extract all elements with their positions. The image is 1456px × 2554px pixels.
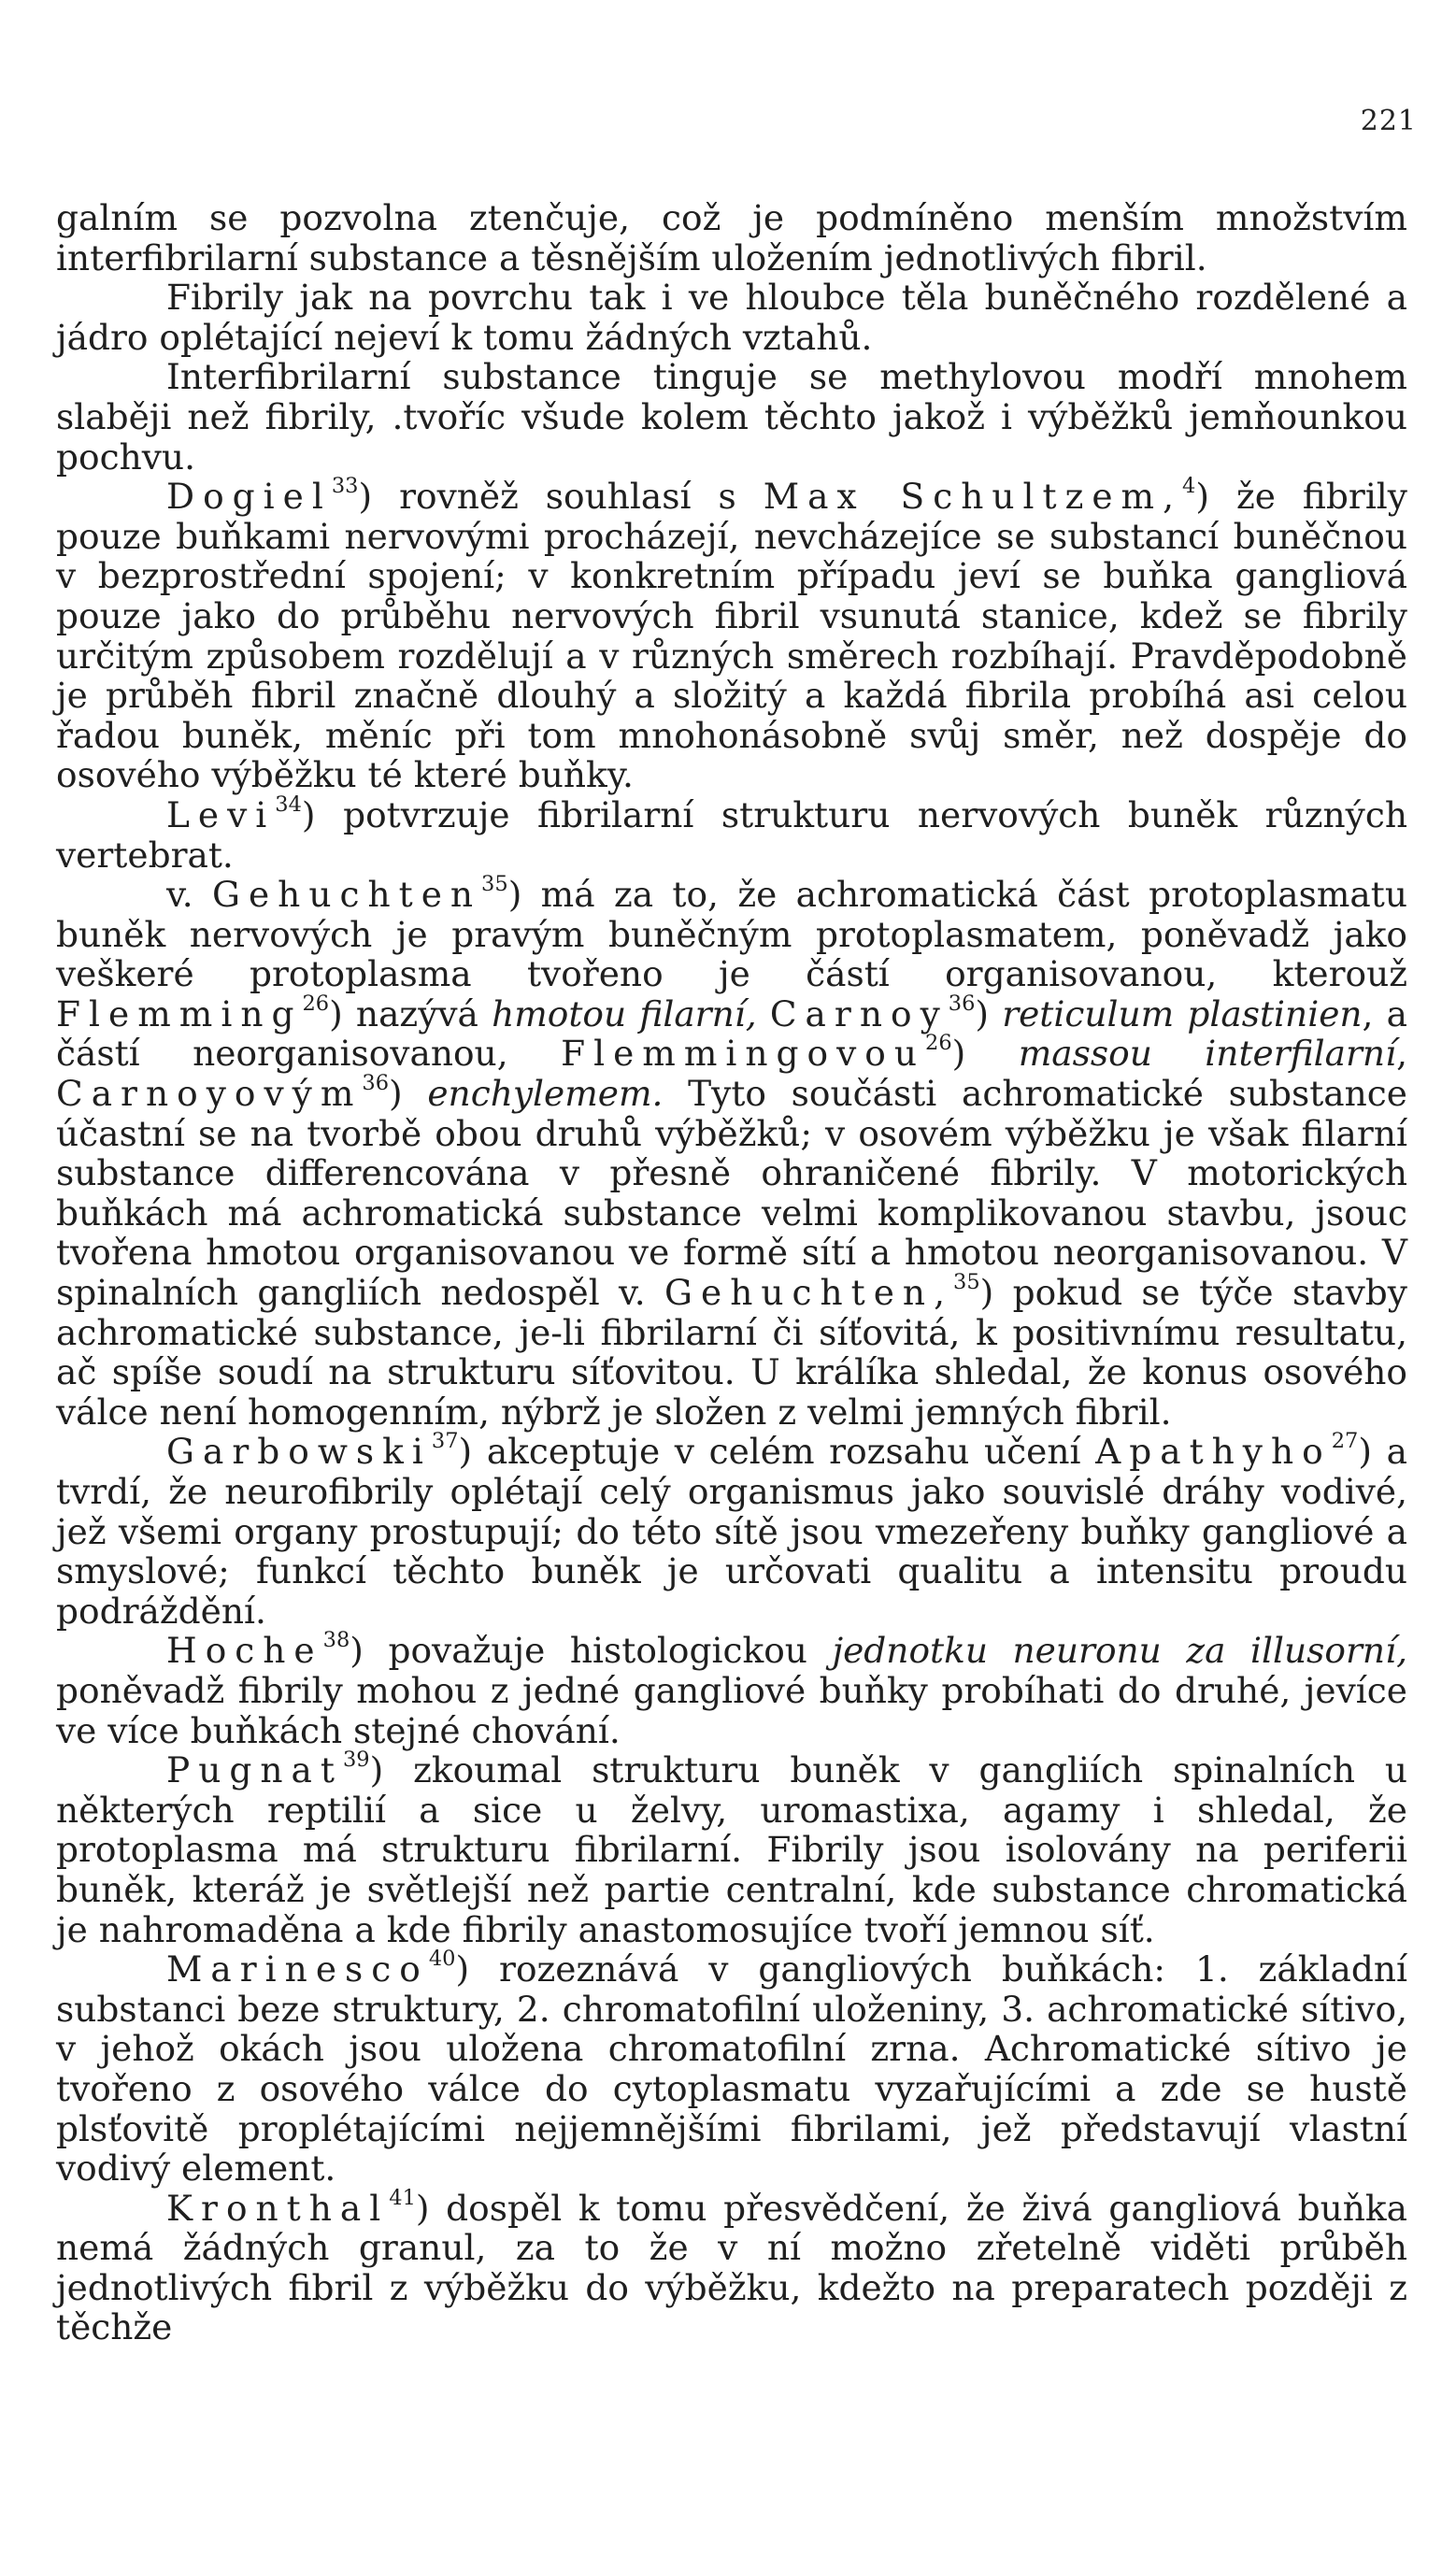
author-name: Hoche <box>166 1630 323 1672</box>
reference-number: 26 <box>302 992 330 1016</box>
author-name: Apathyho <box>1095 1431 1332 1473</box>
text-run: galním se pozvolna ztenčuje, což je podmíněno menším množstvím interfibrilarní substance a těsnějším uložením jednotlivých fibril. <box>56 197 1407 278</box>
text-run: v. <box>166 874 213 916</box>
italic-term: reticulum plastinien <box>1002 992 1363 1034</box>
text-run: , a částí neorganisovanou, <box>56 992 1407 1075</box>
paragraph: Kronthal$^{41}$) dospěl k tomu přesvědčení, že živá gangliová buňka nemá žádných granul, za to že v ní možno zřetelně viděti průběh jednotlivých fibril z výběžku do výběžku, kdežto na preparatech později z těchže <box>56 2185 1407 2348</box>
reference-number: 37 <box>431 1429 459 1454</box>
author-name: Max Schultzem, <box>763 476 1183 518</box>
reference-number: 33 <box>331 474 359 499</box>
text-run: zkoumal strukturu buněk v gangliích spinalních u některých reptilií a sice u želvy, uromastixa, agamy i shledal, že protoplasma má strukturu fibrilarní. Fibrily jsou isolovány na periferii buněk, kteráž je světlejší než partie centralní, kde substance chromatická je nahromaděna a kde fibrily anastomosujíce tvoří jemnou síť. <box>56 1749 1407 1950</box>
paragraph: Marinesco$^{40}$) rozeznává v gangliových buňkách: 1. základní substanci beze struktury, 2. chromatofilní uloženiny, 3. achromatické sítivo, v jehož okách jsou uložena chromatofilní zrna. Achromatické sítivo je tvořeno z osového válce do cytoplasmatu vyzařujícími a zde se hustě plsťovitě proplétajícími nejjemnějšími fibrilami, jež představují vlastní vodivý element. <box>56 1947 1407 2190</box>
paragraph: Dogiel$^{33}$) rovněž souhlasí s Max Schultzem,$^4$) že fibrily pouze buňkami nervovými procházejí, nevcházejíce se substancí buněčnou v bezprostřední spojení; v konkretním případu jeví se buňka gangliová pouze jako do průběhu nervových fibril vsunutá stanice, kdež se fibrily určitým způsobem rozdělují a v různých směrech rozbíhají. Pravděpodobně je průběh fibril značně dlouhý a složitý a každá fibrila probíhá asi celou řadou buněk, měníc při tom mnohonásobně svůj směr, než dospěje do osového výběžku té které buňky. <box>56 474 1407 796</box>
reference-number: 26 <box>925 1031 952 1056</box>
italic-term: enchylemem. <box>427 1073 664 1115</box>
reference-number: 35 <box>481 872 508 897</box>
text-run: Interfibrilarní substance tinguje se methylovou modří mnohem slaběji než fibrily, .tvoříc všude kolem těchto jakož i výběžků jemňounkou pochvu. <box>56 356 1407 478</box>
paragraph: Pugnat$^{39}$) zkoumal strukturu buněk v gangliích spinalních u některých reptilií a sice u želvy, uromastixa, agamy i shledal, že protoplasma má strukturu fibrilarní. Fibrily jsou isolovány na periferii buněk, kteráž je světlejší než partie centralní, kde substance chromatická je nahromaděna a kde fibrily anastomosujíce tvoří jemnou síť. <box>56 1748 1407 1950</box>
author-name: Kronthal <box>166 2187 390 2229</box>
reference-number: 4 <box>1182 474 1196 499</box>
text-run: potvrzuje fibrilarní strukturu nervových buněk různých vertebrat. <box>56 793 1407 876</box>
text-run: , <box>1396 1033 1407 1075</box>
text-run: poněvadž fibrily mohou z jedné gangliové buňky probíhati do druhé, jevíce ve více buňkách stejné chování. <box>56 1669 1407 1751</box>
author-name: Flemming <box>56 992 303 1034</box>
author-name: Gehuchten <box>212 874 482 916</box>
reference-number: 34 <box>275 792 302 818</box>
reference-number: 27 <box>1331 1429 1359 1454</box>
page-number: 221 <box>1360 105 1417 137</box>
reference-number: 38 <box>322 1628 350 1653</box>
italic-term: massou interfilarní <box>1018 1033 1397 1075</box>
author-name: Gehuchten, <box>664 1272 953 1314</box>
reference-number: 36 <box>948 992 976 1016</box>
paragraph: Garbowski$^{37}$) akceptuje v celém rozsahu učení Apathyho$^{27}$) a tvrdí, že neurofibrily oplétají celý organismus jako souvislé dráhy vodivé, jež všemi organy prostupují; do této sítě jsou vmezeřeny buňky gangliové a smyslové; funkcí těchto buněk je určovati qualitu a intensitu proudu podráždění. <box>56 1429 1407 1632</box>
text-run <box>757 993 770 1034</box>
paragraph <box>56 198 1407 278</box>
text-run: akceptuje v celém rozsahu učení <box>486 1431 1096 1473</box>
text-run: Tyto součásti achromatické substance účastní se na tvorbě obou druhů výběžků; v osovém výběžku je však filarní substance differencována v přesně ohraničené fibrily. V motorických buňkách má achromatická substance velmi komplikovanou stavbu, jsouc tvořena hmotou organisovanou ve formě sítí a hmotou neorganisovanou. V spinalních gangliích nedospěl v. <box>56 1073 1407 1314</box>
text-run: rovněž souhlasí s <box>399 476 764 518</box>
author-name: Garbowski <box>166 1431 432 1473</box>
italic-term: hmotou filarní, <box>492 992 757 1034</box>
text-run: považuje histologickou <box>388 1630 833 1672</box>
author-name: Carnoy <box>769 992 949 1034</box>
paragraph: Levi$^{34}$) potvrzuje fibrilarní strukturu nervových buněk různých vertebrat. <box>56 792 1407 876</box>
body-text <box>56 198 1407 2347</box>
text-run: že fibrily pouze buňkami nervovými procházejí, nevcházejíce se substancí buněčnou v bezprostřední spojení; v konkretním případu jeví se buňka gangliová pouze jako do průběhu nervových fibril vsunutá stanice, kdež se fibrily určitým způsobem rozdělují a v různých směrech rozbíhají. Pravděpodobně je průběh fibril značně dlouhý a složitý a každá fibrila probíhá asi celou řadou buněk, měníc při tom mnohonásobně svůj směr, než dospěje do osového výběžku té které buňky. <box>56 476 1407 796</box>
author-name: Levi <box>166 793 276 835</box>
text-run: a tvrdí, že neurofibrily oplétají celý organismus jako souvislé dráhy vodivé, jež všemi organy prostupují; do této sítě jsou vmezeřeny buňky gangliové a smyslové; funkcí těchto buněk je určovati qualitu a intensitu proudu podráždění. <box>56 1431 1407 1632</box>
text-run: dospěl k tomu přesvědčení, že živá gangliová buňka nemá žádných granul, za to že v ní možno zřetelně viděti průběh jednotlivých fibril z výběžku do výběžku, kdežto na preparatech později z těchže <box>56 2187 1407 2348</box>
author-name: Marinesco <box>166 1948 429 1990</box>
paragraph: Hoche$^{38}$) považuje histologickou jednotku neuronu za illusorní, poněvadž fibrily mohou z jedné gangliové buňky probíhati do druhé, jevíce ve více buňkách stejné chování. <box>56 1628 1407 1751</box>
author-name: Carnoyovým <box>56 1073 363 1115</box>
reference-number: 35 <box>953 1270 980 1295</box>
italic-term: jednotku neuronu za illusorní, <box>832 1630 1407 1672</box>
author-name: Flemmingovou <box>561 1033 926 1075</box>
reference-number: 39 <box>342 1748 370 1773</box>
text-run: rozeznává v gangliových buňkách: 1. základní substanci beze struktury, 2. chromatofilní uloženiny, 3. achromatické sítivo, v jehož okách jsou uložena chromatofilní zrna. Achromatické sítivo je tvořeno z osového válce do cytoplasmatu vyzařujícími a zde se hustě plsťovitě proplétajícími nejjemnějšími fibrilami, jež představují vlastní vodivý element. <box>56 1948 1407 2190</box>
paragraph <box>56 278 1407 357</box>
paragraph: v. Gehuchten$^{35}$) má za to, že achromatická část protoplasmatu buněk nervových je pravým buněčným protoplasmatem, poněvadž jako veškeré protoplasma tvořeno je částí organisovanou, kterouž Flemming$^{26}$) nazývá hmotou filarní, Carnoy$^{36}$) reticulum plastinien, a částí neorganisovanou, Flemmingovou$^{26}$) massou interfilarní, Carnoyovým$^{36}$) enchylemem. Tyto součásti achromatické substance účastní se na tvorbě obou druhů výběžků; v osovém výběžku je však filarní substance differencována v přesně ohraničené fibrily. V motorických buňkách má achromatická substance velmi komplikovanou stavbu, jsouc tvořena hmotou organisovanou ve formě sítí a hmotou neorganisovanou. V spinalních gangliích nedospěl v. Gehuchten,$^{35}$) pokud se týče stavby achromatické substance, je-li fibrilarní či síťovitá, k positivnímu resultatu, ač spíše soudí na strukturu síťovitou. U králíka shledal, že konus osového válce není homogenním, nýbrž je složen z velmi jemných fibril. <box>56 872 1407 1433</box>
reference-number: 36 <box>362 1071 390 1096</box>
author-name: Dogiel <box>166 476 332 518</box>
author-name: Pugnat <box>166 1749 343 1791</box>
paragraph <box>56 357 1407 477</box>
reference-number: 41 <box>389 2185 416 2210</box>
text-run: pokud se týče stavby achromatické substance, je-li fibrilarní či síťovitá, k positivnímu resultatu, ač spíše soudí na strukturu síťovitou. U králíka shledal, že konus osového válce není homogenním, nýbrž je složen z velmi jemných fibril. <box>56 1272 1407 1433</box>
text-run: Fibrily jak na povrchu tak i ve hloubce těla buněčného rozdělené a jádro oplétající nejeví k tomu žádných vztahů. <box>56 277 1407 358</box>
text-run: nazývá <box>355 992 492 1034</box>
text-run: má za to, že achromatická část protoplasmatu buněk nervových je pravým buněčným protoplasmatem, poněvadž jako veškeré protoplasma tvořeno je částí organisovanou, kterouž <box>56 874 1407 995</box>
reference-number: 40 <box>428 1947 456 1972</box>
